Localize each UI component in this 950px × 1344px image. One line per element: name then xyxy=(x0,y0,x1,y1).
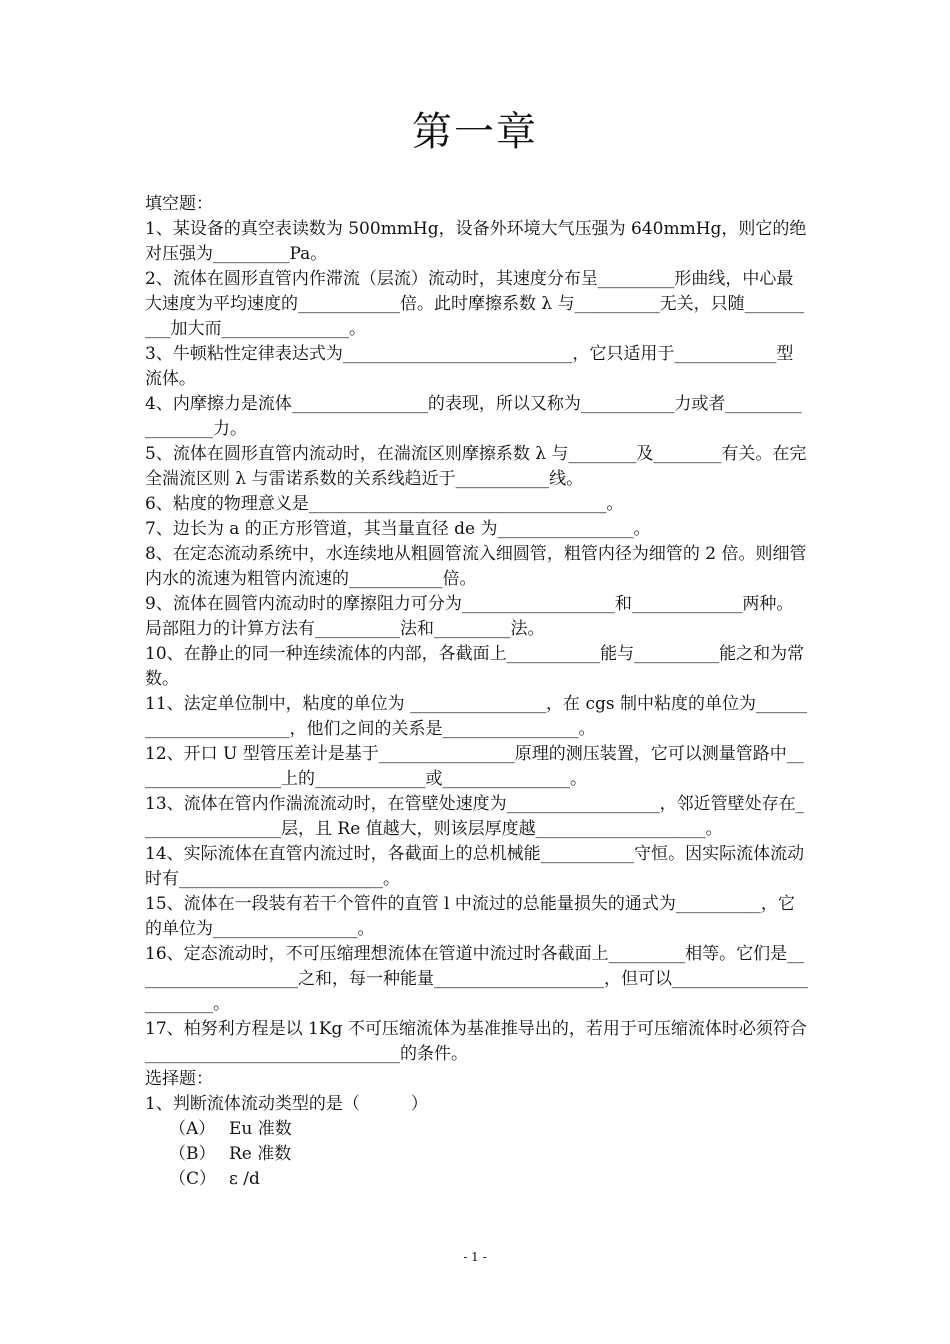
fill-question-12: 12、开口 U 型管压差计是基于________________原理的测压装置，它可以测量管路中__________________上的_____________或_______________。 xyxy=(145,744,804,789)
fill-question-5: 5、流体在圆形直管内流动时，在湍流区则摩擦系数 λ 与________及________有关。在完全湍流区则 λ 与雷诺系数的关系线趋近于___________线。 xyxy=(145,444,807,489)
page-number: - 1 - xyxy=(463,1250,487,1264)
fill-question-10: 10、在静止的同一种连续流体的内部，各截面上___________能与__________能之和为常数。 xyxy=(145,644,805,689)
fill-question-3: 3、牛顿粘性定律表达式为___________________________，它只适用于____________型流体。 xyxy=(145,344,794,389)
fill-question-14: 14、实际流体在直管内流过时，各截面上的总机械能___________守恒。因实际流体流动时有________________________。 xyxy=(145,844,805,889)
option-key: （A） xyxy=(169,1119,216,1139)
chapter-title: 第一章 xyxy=(412,109,538,155)
choice-option-a xyxy=(169,1117,809,1142)
fill-question-13: 13、流体在管内作湍流流动时，在管壁处速度为__________________，邻近管壁处存在_________________层，且 Re 值越大，则该层厚度越____________________。 xyxy=(145,794,805,839)
choice-option-b xyxy=(169,1142,809,1167)
fill-section-heading: 填空题： xyxy=(145,194,213,214)
fill-question-8: 8、在定态流动系统中，水连续地从粗圆管流入细圆管，粗管内径为细管的 2 倍。则细管内水的流速为粗管内流速的___________倍。 xyxy=(145,544,807,589)
fill-question-11: 11、法定单位制中，粘度的单位为 ________________，在 cgs 制中粘度的单位为_______________________，他们之间的关系是________________。 xyxy=(145,694,807,739)
choice-question-1: 1、判断流体流动类型的是（ ） xyxy=(145,1094,428,1114)
fill-question-1: 1、某设备的真空表读数为 500mmHg，设备外环境大气压强为 640mmHg，则它的绝对压强为_________Pa。 xyxy=(145,219,807,264)
fill-question-4: 4、内摩擦力是流体________________的表现，所以又称为___________力或者_________________力。 xyxy=(145,394,802,439)
option-key: （B） xyxy=(169,1144,216,1164)
option-key: （C） xyxy=(169,1169,217,1189)
choice-option-c xyxy=(169,1167,809,1192)
fill-question-17: 17、柏努利方程是以 1Kg 不可压缩流体为基准推导出的，若用于可压缩流体时必须符合______________________________的条件。 xyxy=(145,1019,807,1064)
fill-question-15: 15、流体在一段装有若干个管件的直管 l 中流过的总能量损失的通式为__________，它的单位为_________________。 xyxy=(145,894,795,939)
fill-question-6: 6、粘度的物理意义是___________________________________。 xyxy=(145,494,624,514)
fill-question-7: 7、边长为 a 的正方形管道，其当量直径 de 为________________。 xyxy=(145,519,651,539)
option-text: Re 准数 xyxy=(229,1144,292,1164)
choice-section-heading: 选择题： xyxy=(145,1069,213,1089)
option-text: ε /d xyxy=(229,1169,260,1189)
fill-question-2: 2、流体在圆形直管内作滞流（层流）流动时，其速度分布呈_________形曲线，中心最大速度为平均速度的____________倍。此时摩擦系数 λ 与__________无关，只随__________加大而_______________。 xyxy=(145,269,805,339)
document-body xyxy=(145,192,809,1192)
fill-question-16: 16、定态流动时，不可压缩理想流体在管道中流过时各截面上_________相等。它们是____________________之和，每一种能量____________________，但可以________________________。 xyxy=(145,944,808,1014)
fill-question-9: 9、流体在圆管内流动时的摩擦阻力可分为__________________和_____________两种。局部阻力的计算方法有__________法和_________法。 xyxy=(145,594,794,639)
option-text: Eu 准数 xyxy=(229,1119,292,1139)
